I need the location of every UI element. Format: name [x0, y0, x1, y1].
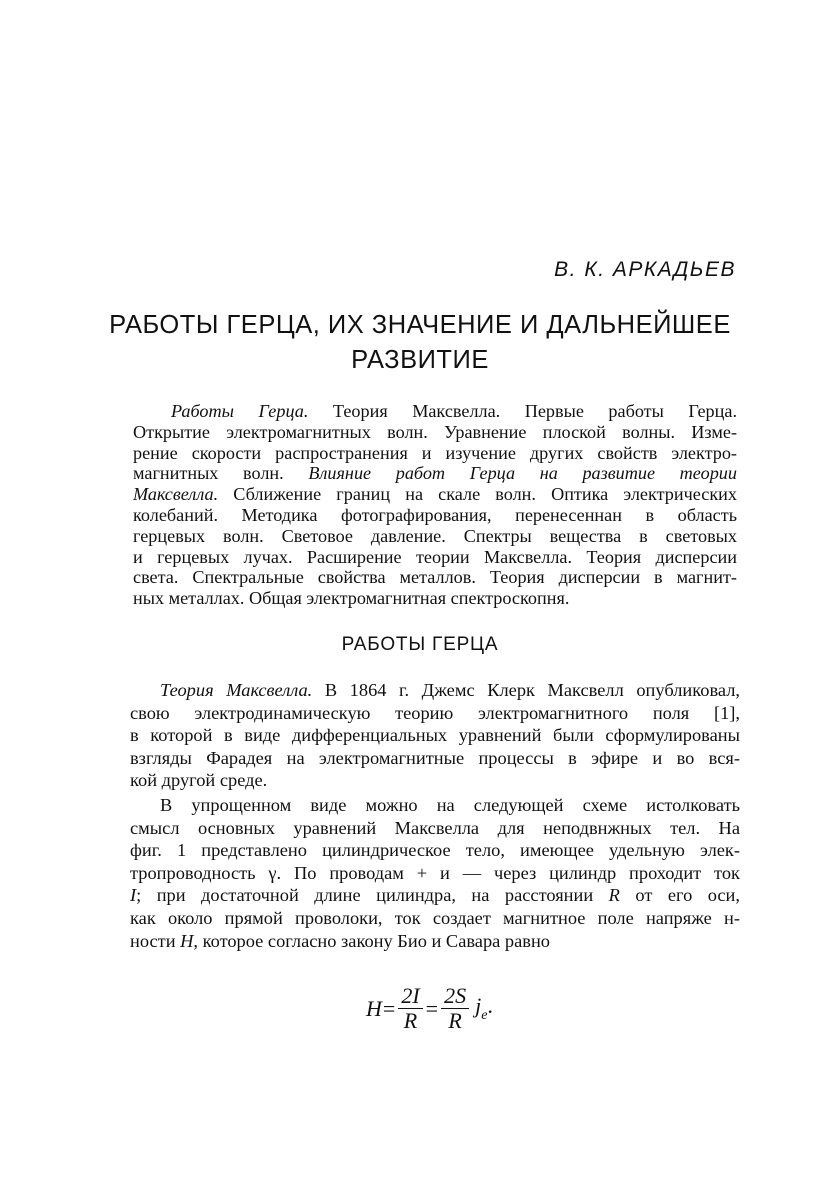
- abstract-line: герцевых волн. Световое давление. Спектры вещества в световых: [133, 525, 737, 546]
- section-heading: РАБОТЫ ГЕРЦА: [341, 634, 499, 655]
- abstract-line: рение скорости распространения и изучение других свойств электро-: [133, 442, 737, 463]
- abstract: [133, 401, 737, 609]
- abstract-line: света. Спектральные свойства металлов. Теория дисперсии в магнит-: [133, 567, 737, 588]
- math-symbol: H: [180, 930, 194, 951]
- abstract-line: [133, 401, 737, 422]
- abstract-line: [133, 463, 737, 484]
- formula-current-density: [475, 993, 493, 1024]
- abstract-italic-term: Влияние работ Герца на развитие теории: [308, 463, 737, 484]
- paragraph-text: от его оси,: [619, 885, 740, 906]
- fraction-numerator: 2I: [398, 985, 422, 1009]
- paragraph-1: [130, 679, 740, 792]
- paragraph-line: взгляды Фарадея на электромагнитные процессы в эфире и во вся-: [130, 747, 740, 768]
- abstract-line: ных металлах. Общая электромагнитная спектроскопня.: [133, 588, 570, 609]
- paragraph-line: [130, 884, 740, 907]
- abstract-text: магнитных волн.: [133, 463, 309, 484]
- abstract-italic-term: Работы Герца.: [171, 401, 309, 421]
- article-title-line-1: РАБОТЫ ГЕРЦА, ИХ ЗНАЧЕНИЕ И ДАЛЬНЕЙШЕЕ: [109, 311, 731, 339]
- paragraph-line: фиг. 1 представлено цилиндрическое тело, имеющее удельную элек-: [130, 840, 740, 861]
- fraction-denominator: R: [448, 1008, 462, 1033]
- math-symbol: I: [130, 885, 137, 906]
- abstract-line: Открытие электромагнитных волн. Уравнение плоской волны. Изме-: [133, 421, 737, 442]
- paragraph-line: [130, 679, 740, 702]
- formula-lhs: H: [366, 995, 382, 1021]
- fraction-numerator: 2S: [441, 985, 469, 1009]
- paragraph-line: в которой в виде дифференциальных уравнений были сформулированы: [130, 725, 740, 746]
- formula-subscript: e: [481, 1008, 488, 1023]
- abstract-text: Сближение границ на скале волн. Оптика электрических: [218, 484, 737, 505]
- paragraph-line: смысл основных уравнений Максвелла для неподвнжных тел. На: [130, 817, 740, 838]
- author-name: В. К. АРКАДЬЕВ: [554, 258, 736, 281]
- paragraph-text: В 1864 г. Джемс Клерк Максвелл опубликовал,: [312, 680, 740, 700]
- formula-equals: =: [425, 995, 439, 1021]
- paragraph-text: ности: [130, 930, 181, 951]
- formula-symbol: j: [475, 993, 482, 1018]
- paragraph-line: тропроводность γ. По проводам + и — через цилиндр проходит ток: [130, 862, 740, 883]
- abstract-italic-term: Максвелла.: [133, 484, 219, 505]
- paragraph-italic-term: Теория Максвелла.: [160, 680, 313, 700]
- math-symbol: R: [608, 885, 620, 906]
- paragraph-line: кой другой среде.: [130, 770, 268, 791]
- article-title-line-2: РАЗВИТИЕ: [351, 346, 489, 374]
- paragraph-line: как около прямой проволоки, ток создает магнитное поле напряже н-: [130, 907, 740, 928]
- paragraph-line: свою электродинамическую теорию электромагнитного поля [1],: [130, 702, 740, 723]
- formula-period: .: [487, 993, 493, 1018]
- abstract-line: [133, 484, 737, 505]
- fraction-denominator: R: [403, 1008, 418, 1033]
- formula-equals: =: [382, 995, 396, 1021]
- paragraph-text: , которое согласно закону Био и Савара равно: [193, 930, 550, 951]
- formula-fraction-2: [441, 985, 469, 1032]
- paragraph-text: ; при достаточной длине цилиндра, на расстоянии: [136, 885, 609, 906]
- paragraph-line: В упрощенном виде можно на следующей схеме истолковать: [160, 795, 740, 815]
- abstract-line: и герцевых лучах. Расширение теории Максвелла. Теория дисперсии: [133, 546, 737, 567]
- abstract-text: Теория Максвелла. Первые работы Герца.: [308, 401, 738, 421]
- formula-fraction-1: [398, 985, 422, 1032]
- abstract-line: колебаний. Методика фотографирования, перенесеннан в область: [133, 504, 737, 525]
- biot-savart-formula: [366, 985, 493, 1032]
- paragraph-line: [130, 930, 740, 953]
- paragraph-2: [130, 794, 740, 952]
